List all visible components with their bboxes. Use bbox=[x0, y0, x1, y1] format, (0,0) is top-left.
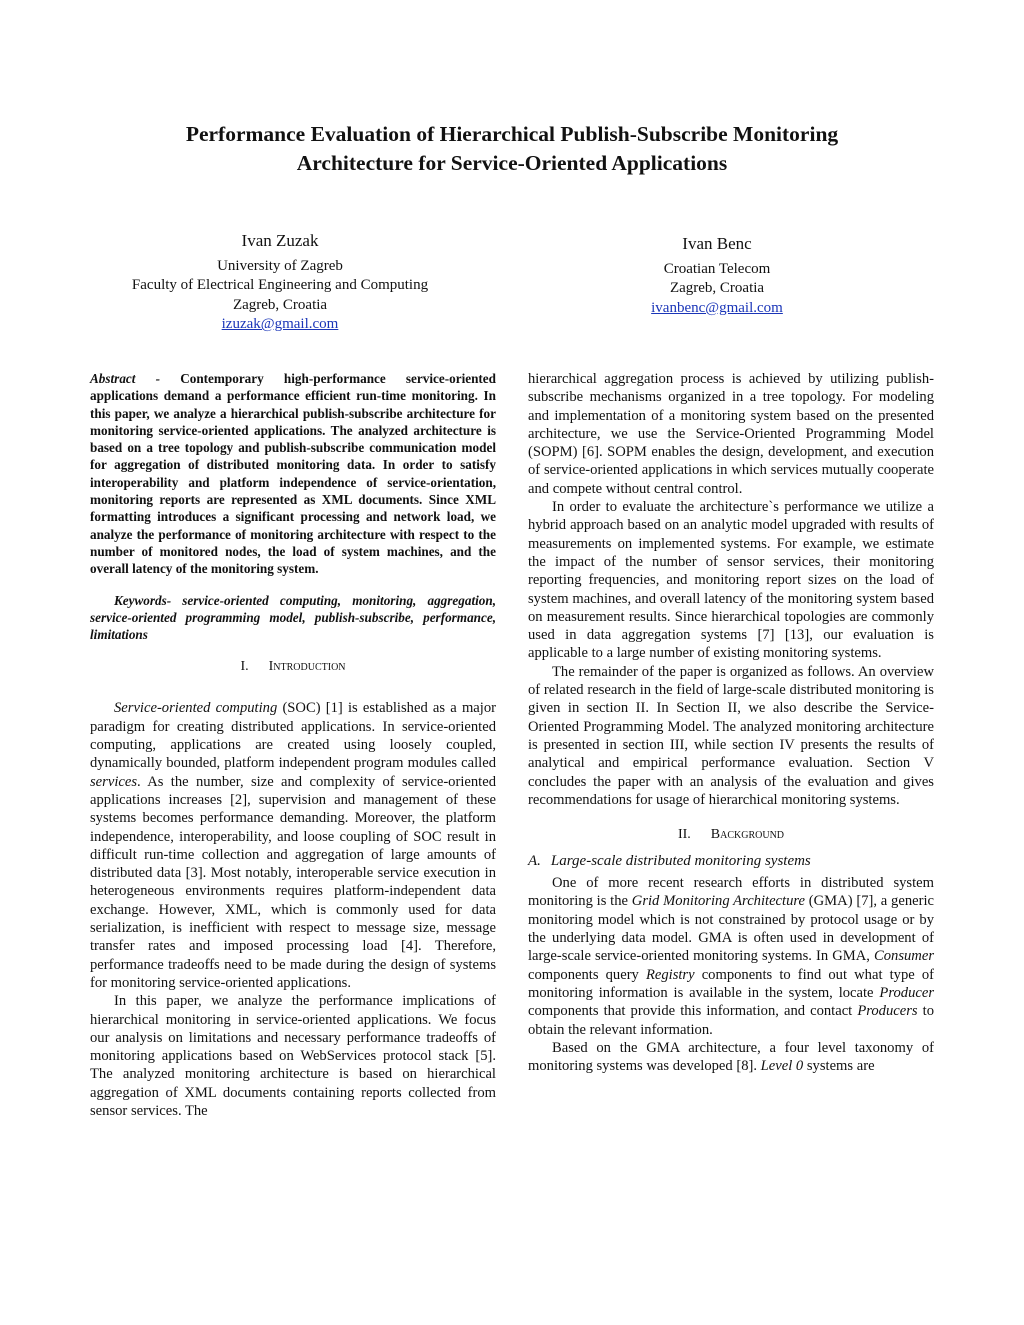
section-title: Introduction bbox=[268, 659, 346, 675]
paragraph-continuation: hierarchical aggregation process is achieved by utilizing publish-subscribe mechanisms organized in a tree topology. For modeling and implementation of a monitoring system based on the presented architecture, we use the Service-Oriented Programming Model (SOPM) [6]. SOPM enables the design, development, and execution of service-oriented applications in which services mutually cooperate and compete without central control. bbox=[528, 371, 934, 497]
subsection-title: Large-scale distributed monitoring systems bbox=[550, 853, 811, 870]
author-affiliation: Faculty of Electrical Engineering and Computing bbox=[131, 277, 429, 293]
paragraph: Service-oriented computing (SOC) [1] is established as a major paradigm for creating distributed applications. In service-oriented computing, applications are created using loosely coupled, dynamically bounded, platform independent program modules called services. As the number, size and complexity of service-oriented applications increases [2], supervision and management of these systems becomes performance demanding. Moreover, the platform independence, interoperability, and loose coupling of SOC result in difficult run-time collection and aggregation of large amounts of distributed data [3]. Most notably, interoperable service execution in heterogeneous environments requires platform-independent data exchange. However, XML, which is commonly used for data serialization, is inefficient with respect to message size, message transfer rates and imposed processing load [4]. Therefore, performance tradeoffs need to be made during the design of systems for monitoring service-oriented applications. bbox=[90, 700, 496, 991]
section-heading bbox=[528, 827, 934, 843]
title-line-2: Architecture for Service-Oriented Applications bbox=[296, 151, 728, 175]
emphasis: Service-oriented computing bbox=[114, 700, 278, 717]
author-block-1 bbox=[95, 231, 465, 335]
paragraph: In this paper, we analyze the performance implications of hierarchical monitoring in service-oriented applications. We focus our analysis on limitations and necessary performance tradeoffs of monitoring applications based on WebServices protocol stack [5]. The analyzed monitoring architecture is based on hierarchical aggregation of XML documents containing reports collected from sensor services. The bbox=[90, 993, 496, 1119]
keywords: Keywords- service-oriented computing, monitoring, aggregation, service-oriented programming model, publish-subscribe, performance, limitations bbox=[90, 592, 496, 643]
emphasis: services bbox=[90, 773, 138, 790]
author-block-2 bbox=[602, 234, 832, 318]
author-affiliation: Croatian Telecom bbox=[663, 260, 771, 277]
author-email-link[interactable]: ivanbenc@gmail.com bbox=[651, 299, 783, 316]
section-title: Background bbox=[710, 827, 785, 843]
author-name: Ivan Zuzak bbox=[241, 231, 319, 250]
subsection-number: A. bbox=[528, 853, 541, 870]
right-column bbox=[528, 370, 934, 1075]
emphasis: Registry bbox=[645, 966, 695, 983]
subsection-heading bbox=[528, 853, 934, 870]
author-affiliation: University of Zagreb bbox=[217, 257, 343, 274]
paper-title bbox=[90, 120, 934, 178]
abstract bbox=[90, 370, 496, 578]
left-column bbox=[90, 370, 496, 1120]
emphasis: Level 0 bbox=[760, 1058, 804, 1075]
paragraph: In order to evaluate the architecture`s performance we utilize a hybrid approach based on an analytic model upgraded with results of measurements on implemented systems. For example, we estimate the impact of the number of sensor services, their monitoring reporting frequencies, and monitoring report sizes on the load of system machines, and overall latency of the monitoring system based on measurement results. Since hierarchical topologies are commonly used in data aggregation systems [7] [13], our evaluation is applicable to a large number of existing monitoring systems. bbox=[528, 499, 934, 662]
title-line-1: Performance Evaluation of Hierarchical Publish-Subscribe Monitoring bbox=[185, 122, 839, 146]
emphasis: Producers bbox=[857, 1003, 918, 1020]
emphasis: Producer bbox=[879, 984, 934, 1001]
abstract-text: Contemporary high-performance service-oriented applications demand a performance efficient run-time monitoring. In this paper, we analyze a hierarchical publish-subscribe architecture for monitoring service-oriented applications. The analyzed architecture is based on a tree topology and publish-subscribe communication model for aggregation of distributed monitoring data. In order to satisfy interoperability and platform independence of service-orientation, monitoring reports are represented as XML documents. Since XML formatting introduces a significant processing and network load, we analyze the performance of monitoring architecture with respect to the number of monitored nodes, the load of system machines, and the overall latency of the monitoring system. bbox=[90, 371, 496, 577]
abstract-label: Abstract - bbox=[90, 371, 161, 386]
section-heading bbox=[90, 659, 496, 675]
author-name: Ivan Benc bbox=[682, 234, 752, 253]
emphasis: Grid Monitoring Architecture bbox=[631, 893, 805, 910]
author-location: Zagreb, Croatia bbox=[232, 296, 328, 313]
author-email-link[interactable]: izuzak@gmail.com bbox=[221, 316, 339, 332]
paragraph: One of more recent research efforts in distributed system monitoring is the Grid Monitoring Architecture (GMA) [7], a generic monitoring model which is not constrained by protocol usage or by the underlying data model. GMA is often used in development of large-scale service-oriented monitoring systems. In GMA, Consumer components query Registry components to find out what type of monitoring information is available in the system, locate Producer components that provide this information, and contact Producers to obtain the relevant information. bbox=[528, 875, 934, 1038]
section-number: II. bbox=[677, 827, 691, 843]
emphasis: Consumer bbox=[874, 948, 934, 965]
paragraph: Based on the GMA architecture, a four level taxonomy of monitoring systems was developed [8]. Level 0 systems are bbox=[528, 1039, 934, 1075]
paragraph: The remainder of the paper is organized as follows. An overview of related research in the field of large-scale distributed monitoring is given in section II. In Section II, we also describe the Service-Oriented Programming Model. The analyzed monitoring architecture is presented in section III, while section IV presents the results of analytical and empirical performance evaluation. Section V concludes the paper with an analysis of the evaluation and gives recommendations for usage of hierarchical monitoring systems. bbox=[528, 663, 934, 808]
author-location: Zagreb, Croatia bbox=[669, 280, 765, 296]
section-number: I. bbox=[240, 659, 249, 675]
